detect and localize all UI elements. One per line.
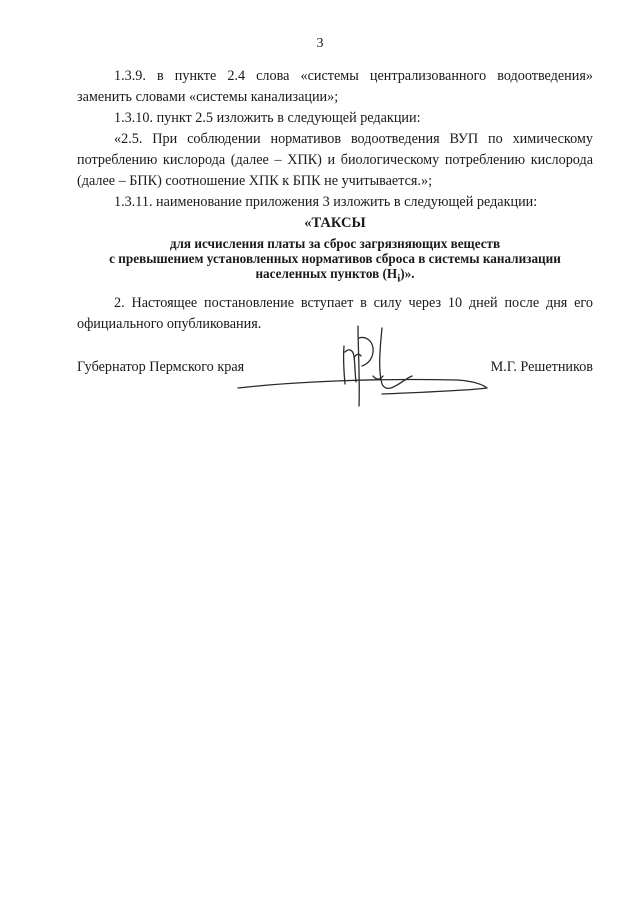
appendix-title-line-3-suffix: )». — [400, 266, 415, 281]
appendix-title-line-3-prefix: населенных пунктов (Н — [255, 266, 398, 281]
signatory-name: М.Г. Решетников — [490, 359, 593, 375]
appendix-title-main: «ТАКСЫ — [304, 215, 366, 231]
document-body — [77, 66, 593, 335]
paragraph-2-effective-date: 2. Настоящее постановление вступает в силу через 10 дней после дня его официального опубликования. — [77, 294, 593, 332]
paragraph-2-5-quote: «2.5. При соблюдении нормативов водоотведения ВУП по химическому потреблению кислорода (далее – ХПК) и биологическому потреблению кислорода (далее – БПК) соотношение ХПК к БПК не учитывается.»; — [77, 131, 593, 189]
appendix-title-line-2: с превышением установленных нормативов сброса в системы канализации — [109, 251, 561, 266]
appendix-title-line-3-subscript: i — [397, 272, 401, 285]
signature-block — [77, 357, 593, 381]
paragraph-1-3-10: 1.3.10. пункт 2.5 изложить в следующей редакции: — [114, 110, 421, 126]
signatory-position: Губернатор Пермского края — [77, 359, 245, 375]
paragraph-1-3-11: 1.3.11. наименование приложения 3 изложить в следующей редакции: — [114, 194, 538, 210]
appendix-title — [77, 213, 593, 287]
appendix-title-line-3 — [77, 266, 593, 287]
appendix-title-line-1: для исчисления платы за сброс загрязняющих веществ — [169, 236, 501, 251]
page-number: 3 — [316, 36, 324, 51]
paragraph-1-3-9: 1.3.9. в пункте 2.4 слова «системы централизованного водоотведения» заменить словами «системы канализации»; — [77, 68, 593, 105]
